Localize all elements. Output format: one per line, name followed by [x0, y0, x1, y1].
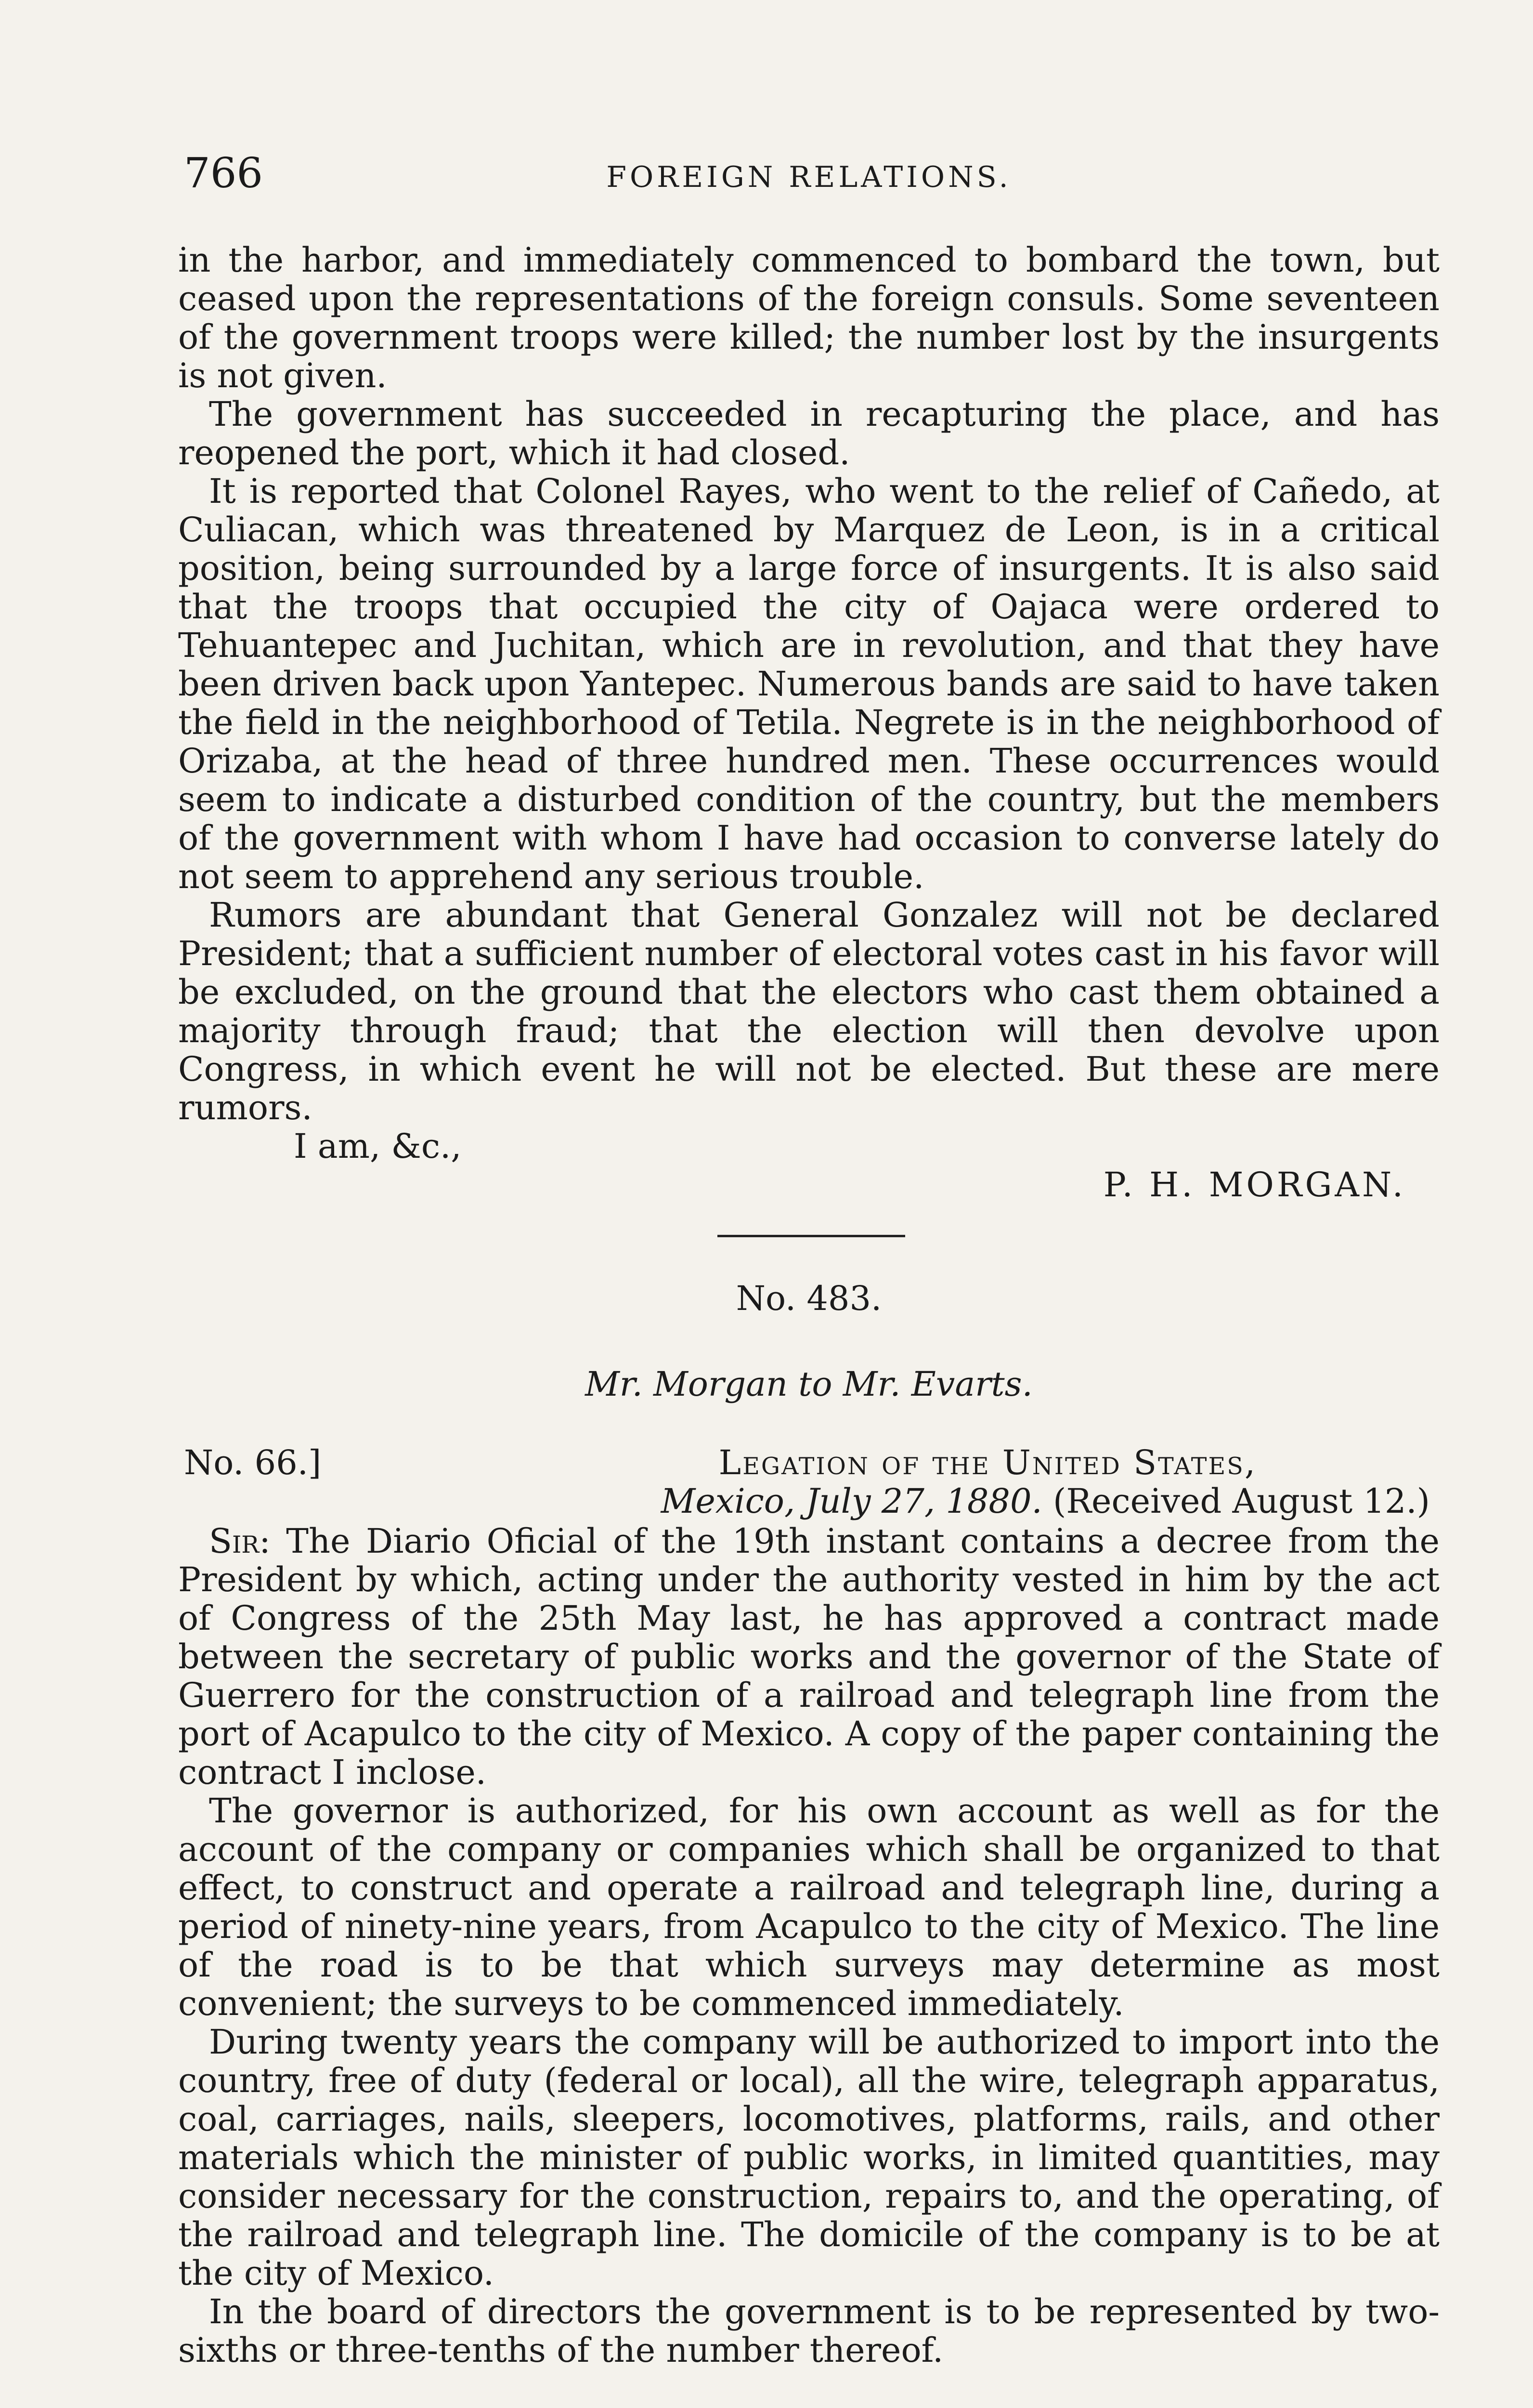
paragraph: [178, 1522, 1440, 1792]
page-header: [178, 144, 1440, 202]
closing: I am, &c.,: [294, 1126, 462, 1166]
dateline-date: [661, 1482, 1430, 1520]
letter-two-body: [178, 1522, 1440, 2369]
dateline-received: (Received August 12.): [1053, 1481, 1430, 1521]
paragraph: The governor is authorized, for his own account as well as for the account of the company or companies which shall be organized to that effect, to construct and operate a railroad and telegraph line, during a period of ninety-nine years, from Acapulco to the city of Mexico. The line of the road is to be that which surveys may determine as most convenient; the surveys to be commenced immediately.: [178, 1791, 1440, 2023]
dateline: [661, 1443, 1430, 1520]
paragraph: in the harbor, and immediately commenced to bombard the town, but ceased upon the representations of the foreign consuls. Some seventeen of the government troops were killed; the number lost by the insurgents is not given.: [178, 240, 1440, 395]
paragraph: In the board of directors the government is to be represented by two-sixths or three-tenths of the number thereof.: [178, 2292, 1440, 2370]
salutation: Sir:: [209, 1521, 271, 1561]
running-head: FOREIGN RELATIONS.: [606, 160, 1012, 194]
document-number: No. 483.: [736, 1279, 882, 1318]
dateline-organization: Legation of the United States,: [718, 1443, 1257, 1482]
paragraph: The government has succeeded in recapturing the place, and has reopened the port, which it had closed.: [178, 394, 1440, 472]
letter-one-body: [178, 241, 1440, 1204]
paragraph: It is reported that Colonel Rayes, who went to the relief of Cañedo, at Culiacan, which was threatened by Marquez de Leon, is in a critical position, being surrounded by a large force of insurgents. It is also said that the troops that occupied the city of Oajaca were ordered to Tehuantepec and Juchitan, which are in revolution, and that they have been driven back upon Yantepec. Numerous bands are said to have taken the field in the neighborhood of Tetila. Negrete is in the neighborhood of Orizaba, at the head of three hundred men. These occurrences would seem to indicate a disturbed condition of the country, but the members of the government with whom I have had occasion to converse lately do not seem to apprehend any serious trouble.: [178, 471, 1440, 896]
signature: P. H. MORGAN.: [1103, 1165, 1406, 1204]
document-title: Mr. Morgan to Mr. Evarts.: [585, 1364, 1033, 1404]
paragraph-text: The Diario Oficial of the 19th instant contains a decree from the President by which, acting under the authority vested in him by the act of Congress of the 25th May last, he has approved a contract made between the secretary of public works and the governor of the State of Guerrero for the construction of a railroad and telegraph line from the port of Acapulco to the city of Mexico. A copy of the paper containing the contract I inclose.: [178, 1521, 1440, 1792]
dateline-place-date: Mexico, July 27, 1880.: [661, 1481, 1042, 1521]
paragraph: During twenty years the company will be authorized to import into the country, free of duty (federal or local), all the wire, telegraph apparatus, coal, carriages, nails, sleepers, locomotives, platforms, rails, and other materials which the minister of public works, in limited quantities, may consider necessary for the construction, repairs to, and the operating, of the railroad and telegraph line. The domicile of the company is to be at the city of Mexico.: [178, 2022, 1440, 2293]
page-number: 766: [184, 149, 263, 197]
section-divider: [717, 1235, 905, 1237]
paragraph: Rumors are abundant that General Gonzalez will not be declared President; that a sufficient number of electoral votes cast in his favor will be excluded, on the ground that the electors who cast them obtained a majority through fraud; that the election will then devolve upon Congress, in which event he will not be elected. But these are mere rumors.: [178, 895, 1440, 1127]
despatch-number: No. 66.]: [184, 1443, 322, 1482]
